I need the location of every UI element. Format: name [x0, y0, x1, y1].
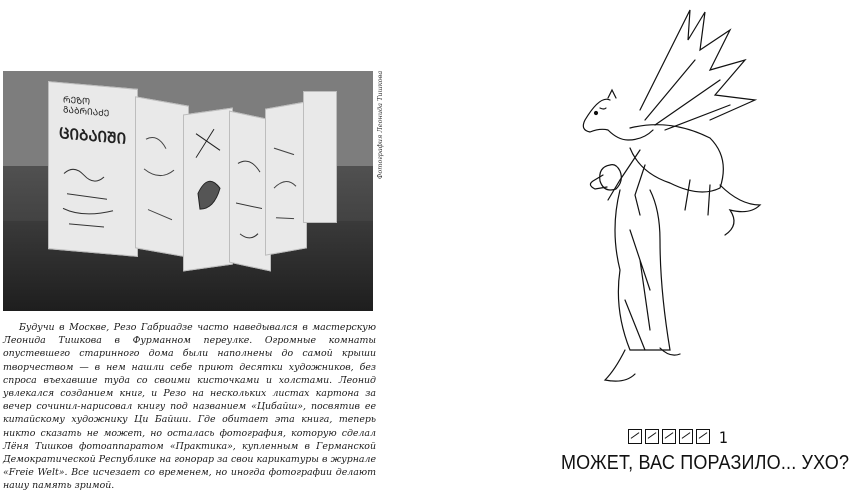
chapter-number: 1: [718, 428, 729, 447]
panel-text: ᲠᲔᲖᲝ ᲒᲐᲑᲠᲘᲐᲫᲔ: [63, 95, 110, 120]
panel-doodles: [266, 102, 306, 254]
book-panel: [303, 91, 337, 223]
placeholder-glyph-icon: [628, 429, 642, 444]
book-panel: [265, 101, 307, 255]
panel-doodles: [230, 112, 270, 271]
rooster-icon: [184, 109, 232, 271]
chapter-title: МОЖЕТ, ВАС ПОРАЗИЛО... УХО?: [561, 452, 849, 474]
placeholder-glyph-icon: [679, 429, 693, 444]
panel-text: ᲪᲘᲑᲐᲘᲨᲘ: [59, 124, 127, 148]
photograph: [3, 71, 373, 311]
photo-credit: Фотография Леонида Тишкова: [376, 71, 384, 180]
book-panel: [135, 96, 189, 258]
chapter-heading: [548, 428, 808, 447]
caption-paragraph: Будучи в Москве, Резо Габриадзе часто наведывался в мастерскую Леонида Тишкова в Фурманном переулке. Огромные комнаты опустевшего старинного дома были наполнены до самой крыши творчеством — в нем нашли себе приют десятки художников, без спроса въехавшие туда со своими кисточками и холстами. Леонид увлекался созданием книг, и Резо на нескольких листах картона за вечер сочинил-нарисовал книгу под названием «Цибайш», посвятив ее китайскому художнику Ци Байши. Где обитает эта книга, теперь никто сказать не может, но осталась фотография, которую сделал Лёня Тишков фотоаппаратом «Практика», купленным в Германской Демократической Республике на гонорар за свои карикатуры в журнале «Freie Welt». Все исчезает со временем, но иногда фотографии делают нашу память зримой.: [3, 322, 376, 492]
pegasus-carrier-illustration: [570, 0, 770, 400]
placeholder-glyph-icon: [645, 429, 659, 444]
book-panel: [48, 81, 138, 257]
panel-doodles: [136, 97, 188, 256]
panel-doodles: [49, 82, 137, 256]
placeholder-glyph-icon: [662, 429, 676, 444]
book-panel: [183, 107, 233, 271]
placeholder-glyph-icon: [696, 429, 710, 444]
